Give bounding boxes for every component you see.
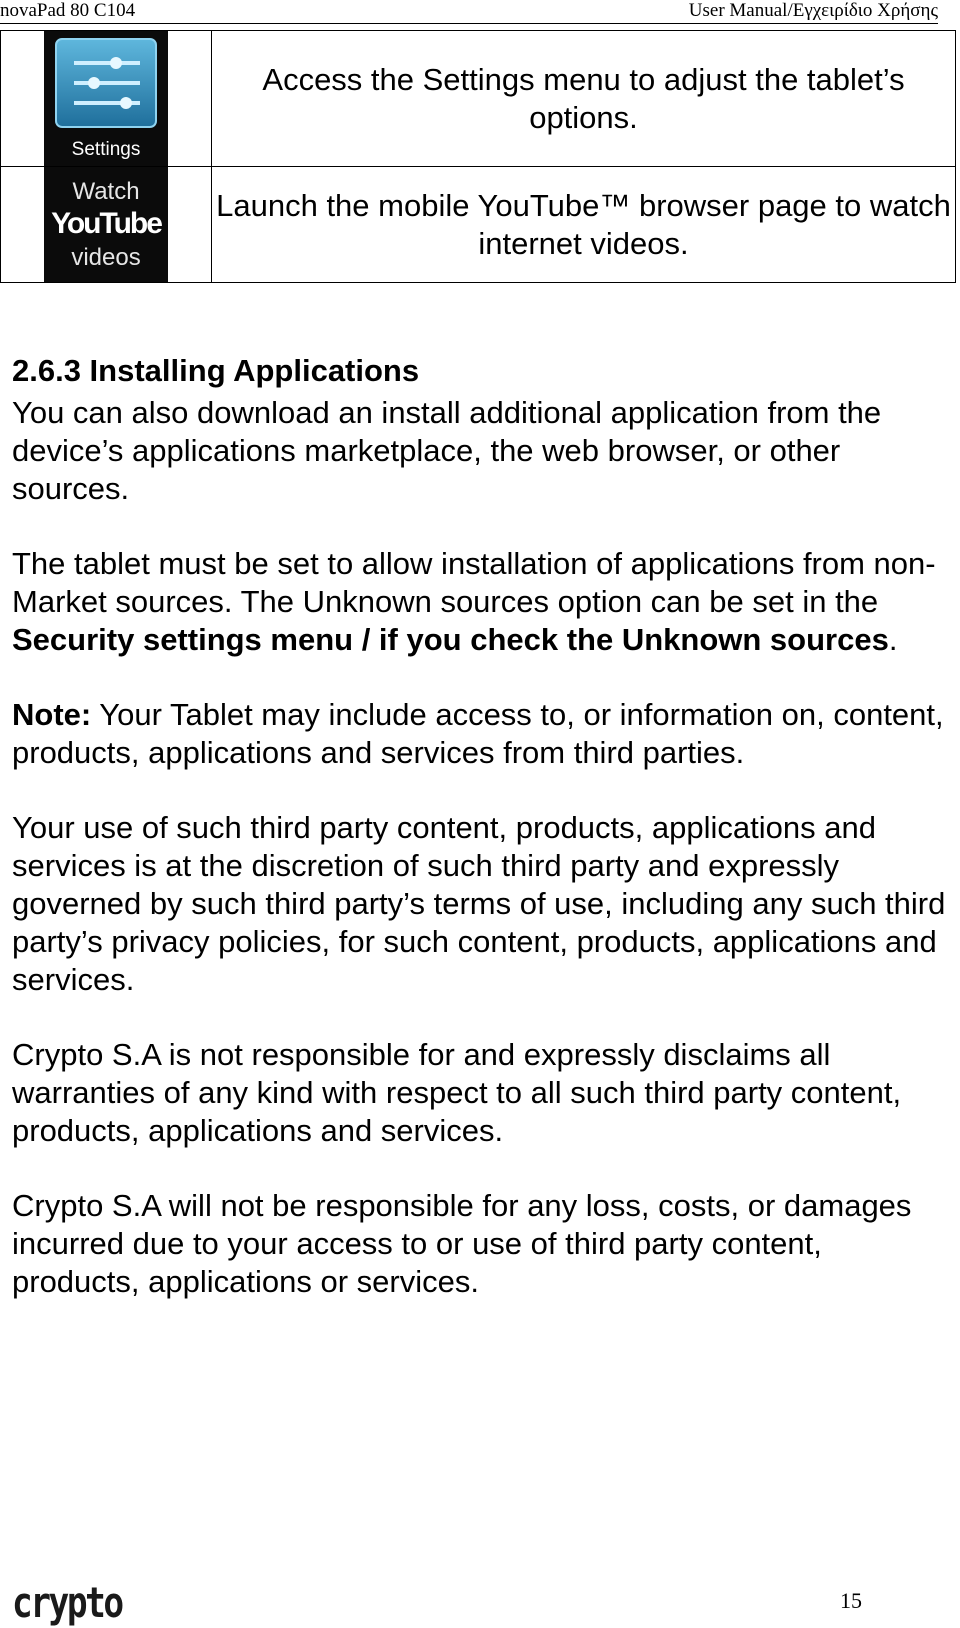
page-number: 15 xyxy=(840,1588,862,1613)
security-settings-emphasis: Security settings menu / if you check the Unknown sources xyxy=(12,622,889,657)
section-body xyxy=(12,352,952,1338)
settings-description: Access the Settings menu to adjust the tablet’s options. xyxy=(212,31,956,167)
section-heading: 2.6.3 Installing Applications xyxy=(12,353,420,388)
youtube-description: Launch the mobile YouTube™ browser page to watch internet videos. xyxy=(212,167,956,283)
table-row xyxy=(1,167,956,283)
svg-text:YouTube: YouTube xyxy=(51,207,161,240)
paragraph-intro: You can also download an install additional application from the device’s applications marketplace, the web browser, or other sources. xyxy=(12,395,882,506)
page-header xyxy=(0,0,960,22)
paragraph-unknown-sources: The tablet must be set to allow installation of applications from non-Market sources. The Unknown sources option can be set in the Security settings menu / if you check the Unknown sources. xyxy=(12,546,936,657)
svg-text:Watch: Watch xyxy=(72,178,140,205)
youtube-icon xyxy=(44,167,168,282)
header-product-name: novaPad 80 C104 xyxy=(0,0,136,21)
header-manual-title: User Manual/Εγχειρίδιο Χρήσης xyxy=(688,0,938,21)
note-label: Note: xyxy=(12,697,92,732)
svg-text:videos: videos xyxy=(71,244,141,271)
paragraph-note: Note: Your Tablet may include access to, or information on, content, products, applications and services from third parties. xyxy=(12,697,944,770)
settings-sliders-icon xyxy=(44,31,168,166)
table-row xyxy=(1,31,956,167)
paragraph-third-party-use: Your use of such third party content, products, applications and services is at the discretion of such third party and expressly governed by such third party’s terms of use, including any such third party’s privacy policies, for such content, products, applications and services. xyxy=(12,810,946,997)
crypto-logo: crypto xyxy=(12,1578,122,1627)
paragraph-liability: Crypto S.A will not be responsible for any loss, costs, or damages incurred due to your access to or use of third party content, products, applications or services. xyxy=(12,1188,912,1299)
youtube-icon-cell xyxy=(1,167,212,283)
settings-icon-cell xyxy=(1,31,212,167)
settings-icon-label: Settings xyxy=(71,139,141,160)
paragraph-disclaimer: Crypto S.A is not responsible for and expressly disclaims all warranties of any kind with respect to all such third party content, products, applications and services. xyxy=(12,1037,902,1148)
apps-table xyxy=(0,30,956,283)
header-rule xyxy=(0,23,938,24)
